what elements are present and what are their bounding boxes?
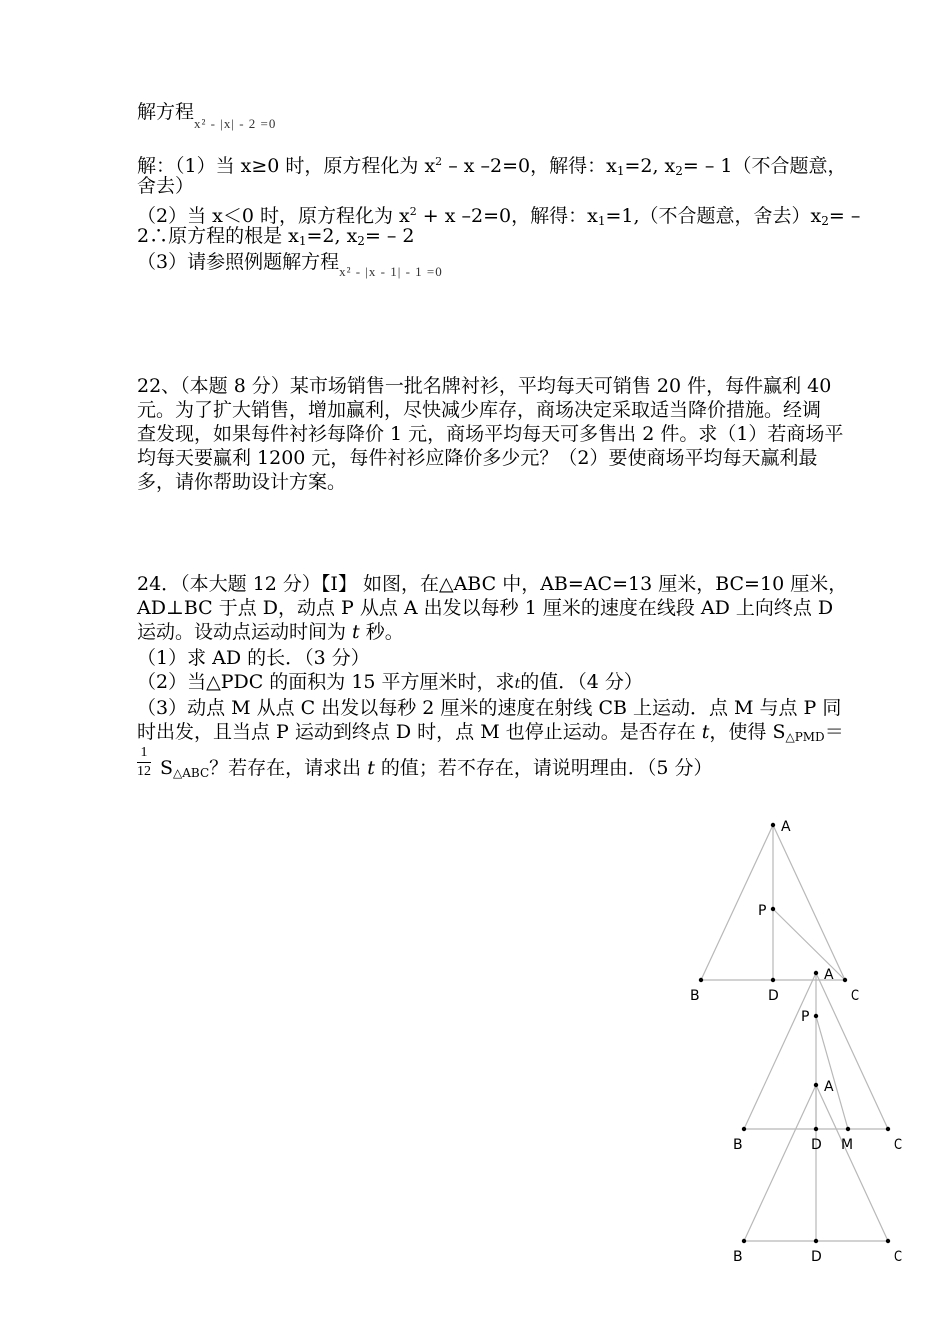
- step1-text-d: = – 1（不合题意，: [682, 155, 847, 177]
- fraction-one-twelfth: [137, 744, 151, 781]
- fig3-label-a: A: [824, 1079, 834, 1095]
- fraction-denominator: 12: [137, 764, 151, 779]
- q24-line-2: AD⊥BC 于点 D，动点 P 从点 A 出发以每秒 1 厘米的速度在线段 AD 上向终点 D: [137, 597, 834, 619]
- q24-line3-text: 运动。设动点运动时间为: [137, 621, 353, 643]
- step1-text-c: =2, x: [624, 155, 676, 177]
- fig2-point-m: [846, 1127, 850, 1131]
- subscript: 2: [357, 234, 365, 248]
- fig2-label-a: A: [824, 967, 834, 983]
- fig3-point-a: [814, 1083, 818, 1087]
- fig2-side-ac: [816, 973, 888, 1129]
- q24-line-3: [137, 620, 404, 644]
- var-t: t: [514, 676, 521, 692]
- fig1-point-a: [771, 823, 775, 827]
- fig1-label-d: D: [768, 988, 779, 1004]
- solution-step1: [137, 150, 847, 183]
- fig2-point-b: [742, 1127, 746, 1131]
- fig3-point-b: [742, 1239, 746, 1243]
- fig2-label-m: M: [841, 1137, 854, 1153]
- fig1-label-p: P: [758, 903, 767, 919]
- step2-text-g: = – 2: [364, 225, 415, 247]
- example-prompt-line: [137, 100, 276, 136]
- fig3-label-d: D: [811, 1249, 822, 1265]
- fraction-numerator: 1: [137, 744, 151, 763]
- solution-step2-cont: [137, 224, 415, 253]
- superscript: 2: [435, 155, 443, 168]
- solution-step3: [137, 250, 443, 284]
- subscript: 1: [298, 234, 307, 248]
- subscript: 1: [616, 164, 625, 178]
- fig2-point-c: [886, 1127, 890, 1131]
- q24-part2-end: 的值．（4 分）: [520, 671, 643, 693]
- subscript: 2: [675, 164, 683, 178]
- fig2-label-c: C: [894, 1137, 903, 1153]
- fig2-point-a: [814, 971, 818, 975]
- subscript-pmd: △PMD: [785, 730, 825, 744]
- var-t: t: [352, 621, 360, 643]
- fig2-label-b: B: [733, 1137, 743, 1153]
- q22-line-2: 元。为了扩大销售，增加赢利，尽快减少库存，商场决定采取适当降价措施。经调: [137, 399, 822, 421]
- fig2-point-p: [814, 1014, 818, 1018]
- var-t: t: [367, 757, 375, 779]
- fig1-point-d: [771, 978, 775, 982]
- fig1-point-p: [771, 907, 775, 911]
- equation-2: x² - |x - 1| - 1 =0: [339, 264, 443, 279]
- q24-part2-text: （2）当△PDC 的面积为 15 平方厘米时，求: [137, 671, 515, 693]
- q24-line3-end: 秒。: [359, 621, 404, 643]
- step2-text: （2）当 x＜0 时，原方程化为 x: [137, 205, 410, 227]
- q24-line-1: 24．（本大题 12 分）【Ⅰ】 如图，在△ABC 中，AB=AC=13 厘米，BC=10 厘米，: [137, 573, 848, 595]
- fig2-label-p: P: [801, 1009, 810, 1025]
- subscript: 1: [597, 214, 606, 228]
- q24-part-3-line1: （3）动点 M 从点 C 出发以每秒 2 厘米的速度在射线 CB 上运动．点 M 与点 P 同: [137, 697, 842, 719]
- fig1-point-c: [843, 978, 847, 982]
- q24-part-2: [137, 670, 643, 696]
- fig1-label-b: B: [690, 988, 700, 1004]
- var-t: t: [701, 721, 710, 743]
- fig3-point-d: [814, 1239, 818, 1243]
- subscript-abc: △ABC: [173, 766, 210, 780]
- fig1-label-c: C: [851, 988, 860, 1004]
- q24-part3-text-f: ？若存在，请求出: [209, 757, 368, 779]
- q24-part3-equals: ＝: [824, 721, 844, 743]
- fig1-side-ab: [701, 825, 773, 980]
- fig3-label-c: C: [894, 1249, 903, 1265]
- q24-part-3-line3: [160, 756, 713, 785]
- solution-step1-cont: 舍去）: [137, 175, 195, 197]
- equation-1: x² - |x| - 2 =0: [194, 116, 277, 131]
- step2-text-b: + x –2=0，解得：x: [416, 205, 598, 227]
- q22-line-1: 22、（本题 8 分）某市场销售一批名牌衬衫，平均每天可销售 20 件，每件赢利 40: [137, 375, 832, 397]
- fig1-side-ac: [773, 825, 845, 980]
- fig1-segment-pc: [773, 909, 845, 980]
- q22-line-5: 多，请你帮助设计方案。: [137, 471, 347, 493]
- q24-part-1: （1）求 AD 的长．（3 分）: [137, 647, 370, 669]
- step1-text-b: – x –2=0，解得：x: [442, 155, 617, 177]
- example-prompt: 解方程: [137, 101, 195, 123]
- fig3-label-b: B: [733, 1249, 743, 1265]
- step2-text-f: =2, x: [306, 225, 358, 247]
- q22-line-4: 均每天要赢利 1200 元，每件衬衫应降价多少元？（2）要使商场平均每天赢利最: [137, 447, 818, 469]
- superscript: 2: [409, 205, 417, 218]
- fig2-point-d: [814, 1127, 818, 1131]
- step2-text-e: 2∴原方程的根是 x: [137, 225, 299, 247]
- fig2-side-ab: [744, 973, 816, 1129]
- fig1-point-b: [699, 978, 703, 982]
- q24-part3-text: 时出发，且当点 P 运动到终点 D 时，点 M 也停止运动。是否存在: [137, 721, 702, 743]
- step2-text-d: = –: [828, 205, 861, 227]
- subscript: 2: [821, 214, 829, 228]
- step3-text: （3）请参照例题解方程: [137, 251, 340, 273]
- fig3-side-ab: [744, 1085, 816, 1241]
- fig3-side-ac: [816, 1085, 888, 1241]
- q24-part3-s: S: [160, 757, 174, 779]
- step2-text-c: =1,（不合题意，舍去）x: [605, 205, 822, 227]
- q24-part3-text-g: 的值；若不存在，请说明理由．（5 分）: [374, 757, 713, 779]
- solution-label: 解：: [137, 155, 176, 177]
- fig1-label-a: A: [781, 819, 791, 835]
- fig2-label-d: D: [811, 1137, 822, 1153]
- q24-part-3-line2: [137, 720, 844, 749]
- q22-line-3: 查发现，如果每件衬衫每降价 1 元，商场平均每天可多售出 2 件。求（1）若商场平: [137, 423, 844, 445]
- fig3-point-c: [886, 1239, 890, 1243]
- fig2-segment-pm: [816, 1016, 848, 1129]
- q24-part3-text-c: ，使得 S: [709, 721, 786, 743]
- step1-text: （1）当 x≥0 时，原方程化为 x: [175, 155, 436, 177]
